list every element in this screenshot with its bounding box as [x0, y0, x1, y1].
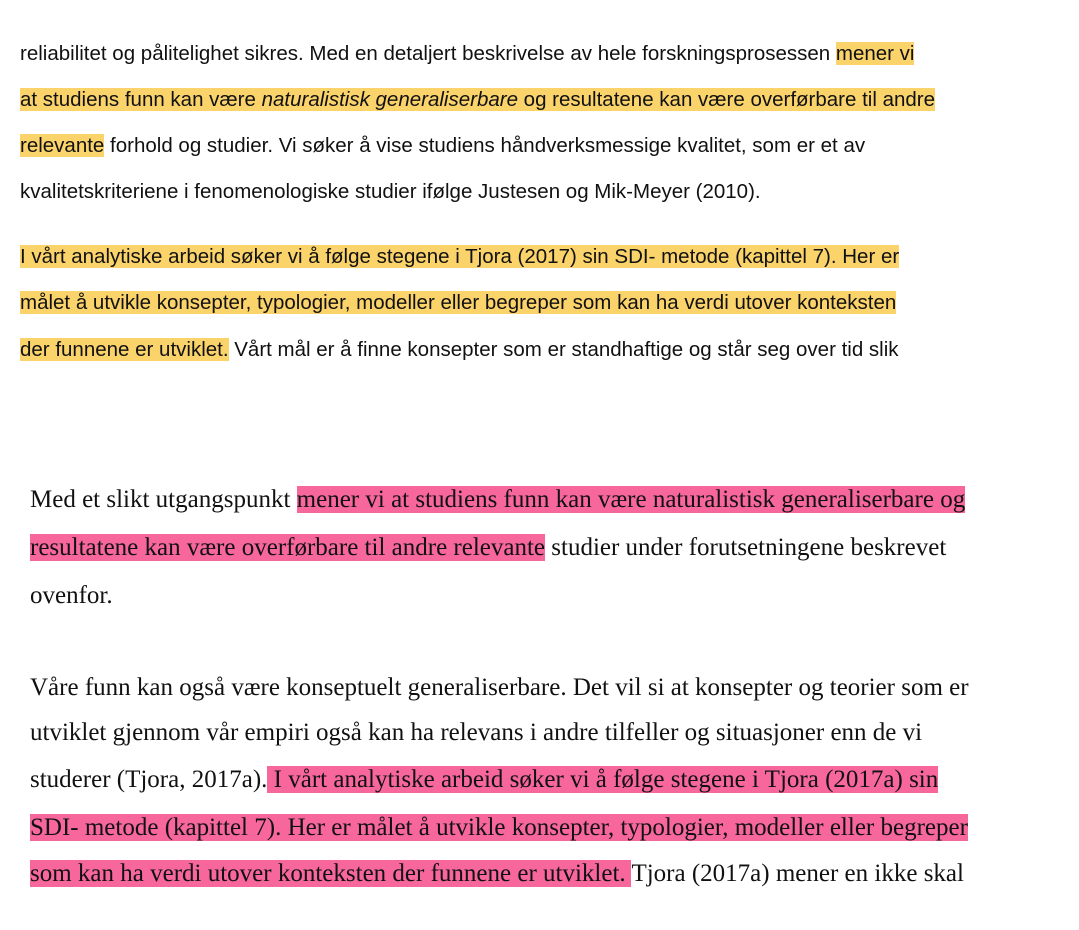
block1-line2-text-a: at studiens funn kan være	[20, 88, 262, 111]
block3-line2	[30, 530, 946, 566]
highlight-pink: resultatene kan være overførbare til andre relevante	[30, 534, 546, 561]
block3-line2-text: studier under forutsetningene beskrevet	[545, 534, 947, 561]
block1-line2	[20, 84, 935, 115]
block4-line2-text: utviklet gjennom vår empiri også kan ha relevans i andre tilfeller og situasjoner enn de vi	[30, 719, 923, 746]
highlight-pink: SDI- metode (kapittel 7). Her er målet å utvikle konsepter, typologier, modeller eller begreper	[30, 814, 968, 841]
block3-line3	[30, 578, 113, 614]
block4-line3-text: studerer (Tjora, 2017a).	[30, 766, 268, 793]
block3-line1-text: Med et slikt utgangspunkt	[30, 486, 297, 513]
highlight-pink: I vårt analytiske arbeid søker vi å følge stegene i Tjora (2017a) sin	[267, 766, 939, 793]
block1-line2-italic: naturalistisk generaliserbare	[261, 88, 518, 111]
block1-line3	[20, 130, 865, 161]
block2-line1	[20, 241, 899, 272]
highlight-yellow: målet å utvikle konsepter, typologier, modeller eller begreper som kan ha verdi utover konteksten	[20, 291, 897, 314]
highlight-yellow: I vårt analytiske arbeid søker vi å følge stegene i Tjora (2017) sin SDI- metode (kapittel 7). Her er	[20, 245, 900, 268]
highlight-pink: mener vi at studiens funn kan være naturalistisk generaliserbare og	[296, 486, 966, 513]
block1-line3-text: forhold og studier. Vi søker å vise studiens håndverksmessige kvalitet, som er et av	[104, 134, 866, 157]
block1-line2-text-b: og resultatene kan være overførbare til andre	[517, 88, 936, 111]
block4-line1-text: Våre funn kan også være konseptuelt generaliserbare. Det vil si at konsepter og teorier som er	[30, 674, 969, 701]
block4-line2	[30, 715, 922, 751]
highlight-pink: som kan ha verdi utover konteksten der funnene er utviklet.	[30, 860, 632, 887]
block4-line5	[30, 856, 964, 892]
block4-line4	[30, 810, 968, 846]
block4-line3	[30, 762, 938, 798]
block1-line1-text: reliabilitet og pålitelighet sikres. Med en detaljert beskrivelse av hele forskningsprosessen	[20, 42, 836, 65]
block4-line5-text: Tjora (2017a) mener en ikke skal	[631, 860, 964, 887]
block2-line3	[20, 334, 899, 365]
highlight-yellow	[20, 88, 935, 111]
block1-line4	[20, 176, 761, 207]
highlight-yellow: der funnene er utviklet.	[20, 338, 229, 361]
highlight-yellow: relevante	[20, 134, 105, 157]
block2-line3-text: Vårt mål er å finne konsepter som er standhaftige og står seg over tid slik	[228, 338, 899, 361]
block2-line2	[20, 287, 896, 318]
block4-line1	[30, 670, 969, 706]
block1-line4-text: kvalitetskriteriene i fenomenologiske studier ifølge Justesen og Mik-Meyer (2010).	[20, 180, 761, 203]
block3-line3-text: ovenfor.	[30, 582, 113, 609]
block1-line1	[20, 38, 914, 69]
block3-line1	[30, 482, 965, 518]
highlight-yellow: mener vi	[835, 42, 915, 65]
